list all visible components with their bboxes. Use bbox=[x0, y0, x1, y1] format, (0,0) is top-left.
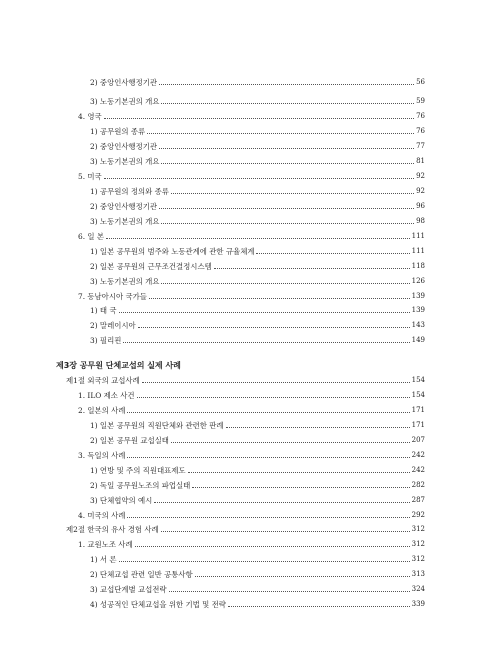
dot-leader bbox=[106, 238, 410, 239]
toc-entry-title: 1) 일본 공무원의 범주와 노동관계에 관한 규율체계 bbox=[90, 247, 255, 256]
toc-entry-page: 96 bbox=[416, 202, 425, 210]
toc-entry-title: 3) 노동기본권의 개요 bbox=[90, 217, 160, 226]
toc-entry-title: 2) 중앙인사행정기관 bbox=[90, 78, 158, 87]
toc-entry-page: 143 bbox=[411, 321, 425, 329]
dot-leader bbox=[192, 487, 409, 488]
toc-entry-page: 339 bbox=[411, 600, 425, 608]
toc-entry-title: 3. 독일의 사례 bbox=[78, 451, 126, 460]
toc-entry-title: 2) 일본 공무원 교섭실태 bbox=[90, 436, 169, 445]
dot-leader bbox=[149, 298, 410, 299]
toc-entry-title: 7. 동남아시아 국가들 bbox=[78, 292, 147, 301]
toc-entry bbox=[90, 259, 425, 271]
dot-leader bbox=[154, 502, 409, 503]
dot-leader bbox=[188, 472, 410, 473]
toc-entry-title: 1) 연방 및 주의 직원대표제도 bbox=[90, 466, 186, 475]
toc-entry bbox=[78, 537, 425, 549]
toc-entry-title: 3) 필리핀 bbox=[90, 336, 122, 345]
toc-entry-title: 2) 중앙인사행정기관 bbox=[90, 202, 158, 211]
toc-entry-page: 312 bbox=[411, 555, 425, 563]
toc-entry bbox=[66, 373, 425, 385]
toc-entry bbox=[90, 274, 425, 286]
dot-leader bbox=[161, 283, 409, 284]
toc-entry-title: 1) 공무원의 종류 bbox=[90, 127, 146, 136]
toc-entry-page: 76 bbox=[416, 112, 425, 120]
toc-entry bbox=[90, 418, 425, 430]
toc-entry bbox=[90, 199, 425, 211]
toc-entry bbox=[90, 75, 425, 87]
toc-entry-page: 282 bbox=[411, 481, 425, 489]
toc-entry-page: 171 bbox=[411, 406, 425, 414]
toc-entry bbox=[90, 333, 425, 345]
toc-entry bbox=[78, 229, 425, 241]
toc-entry-title: 1. 교원노조 사례 bbox=[78, 540, 133, 549]
toc-entry-title: 2. 일본의 사례 bbox=[78, 406, 126, 415]
toc-entry-page: 154 bbox=[411, 376, 425, 384]
toc-entry-title: 6. 일 본 bbox=[78, 232, 105, 241]
toc-entry-page: 312 bbox=[411, 540, 425, 548]
toc-entry bbox=[90, 552, 425, 564]
toc-entry bbox=[90, 582, 425, 594]
toc-entry bbox=[90, 154, 425, 166]
toc-entry-page: 242 bbox=[411, 451, 425, 459]
dot-leader bbox=[226, 427, 410, 428]
toc-entry-page: 287 bbox=[411, 496, 425, 504]
toc-entry-title: 1) 서 론 bbox=[90, 555, 117, 564]
toc-entry-title: 1) 일본 공무원의 직원단체와 관련한 판례 bbox=[90, 421, 224, 430]
dot-leader bbox=[127, 412, 409, 413]
dot-leader bbox=[195, 576, 410, 577]
toc-entry bbox=[78, 109, 425, 121]
dot-leader bbox=[147, 133, 414, 134]
toc-entry-page: 126 bbox=[411, 277, 425, 285]
toc-entry bbox=[90, 567, 425, 579]
dot-leader bbox=[161, 103, 414, 104]
dot-leader bbox=[104, 178, 414, 179]
toc-entry-page: 242 bbox=[411, 466, 425, 474]
dot-leader bbox=[228, 606, 410, 607]
toc-entry bbox=[90, 303, 425, 315]
dot-leader bbox=[127, 517, 409, 518]
toc-entry-page: 56 bbox=[416, 78, 425, 86]
toc-entry bbox=[90, 139, 425, 151]
toc-entry-page: 98 bbox=[416, 217, 425, 225]
toc-entry-title: 3) 단체협약의 예시 bbox=[90, 496, 153, 505]
toc-entry-page: 207 bbox=[411, 436, 425, 444]
toc-entry-page: 111 bbox=[411, 232, 425, 240]
dot-leader bbox=[142, 382, 410, 383]
toc-entry bbox=[78, 448, 425, 460]
toc-entry bbox=[90, 124, 425, 136]
toc-entry-page: 171 bbox=[411, 421, 425, 429]
toc-entry-page: 292 bbox=[411, 511, 425, 519]
toc-entry-page: 92 bbox=[416, 172, 425, 180]
toc-entry-title: 5. 미국 bbox=[78, 172, 102, 181]
toc-entry bbox=[90, 478, 425, 490]
toc-entry-title: 4. 영국 bbox=[78, 112, 102, 121]
chapter-heading bbox=[56, 358, 425, 370]
toc-entry-title: 1. ILO 제소 사건 bbox=[78, 391, 135, 400]
toc-entry-page: 76 bbox=[416, 127, 425, 135]
dot-leader bbox=[256, 253, 409, 254]
toc-entry bbox=[90, 493, 425, 505]
toc-entry bbox=[90, 318, 425, 330]
toc-entry-title: 1) 공무원의 정의와 종류 bbox=[90, 187, 169, 196]
toc-entry bbox=[78, 169, 425, 181]
toc-entry-title: 1) 태 국 bbox=[90, 306, 117, 315]
toc-entry bbox=[78, 289, 425, 301]
toc-entry bbox=[90, 597, 425, 609]
toc-entry bbox=[90, 433, 425, 445]
toc-entry bbox=[90, 244, 425, 256]
toc-entry-title: 2) 독일 공무원노조의 파업실태 bbox=[90, 481, 191, 490]
dot-leader bbox=[159, 148, 414, 149]
toc-entry-title: 제2절 한국의 유사 경험 사례 bbox=[66, 525, 159, 534]
toc-entry bbox=[66, 522, 425, 534]
toc-entry bbox=[90, 463, 425, 475]
dot-leader bbox=[169, 591, 410, 592]
dot-leader bbox=[161, 163, 414, 164]
toc-entry bbox=[90, 94, 425, 106]
dot-leader bbox=[159, 84, 414, 85]
toc-entry-page: 92 bbox=[416, 187, 425, 195]
dot-leader bbox=[171, 193, 414, 194]
toc-entry-title: 2) 말레이시아 bbox=[90, 321, 136, 330]
dot-leader bbox=[159, 208, 414, 209]
dot-leader bbox=[137, 397, 410, 398]
toc-entry-page: 139 bbox=[411, 306, 425, 314]
toc-entry-page: 59 bbox=[416, 97, 425, 105]
toc-entry-title: 4) 성공적인 단체교섭을 위한 기법 및 전략 bbox=[90, 600, 226, 609]
toc-entry-page: 81 bbox=[416, 157, 425, 165]
toc-entry-page: 313 bbox=[411, 570, 425, 578]
toc-entry-page: 312 bbox=[411, 525, 425, 533]
toc-entry-page: 111 bbox=[411, 247, 425, 255]
toc-entry-title: 3) 노동기본권의 개요 bbox=[90, 157, 160, 166]
toc-entry-title: 2) 일본 공무원의 근무조건결정시스템 bbox=[90, 262, 212, 271]
dot-leader bbox=[161, 223, 414, 224]
toc-entry-title: 제3장 공무원 단체교섭의 실제 사례 bbox=[56, 361, 181, 370]
toc-entry-title: 4. 미국의 사례 bbox=[78, 511, 126, 520]
toc-entry-page: 118 bbox=[411, 262, 425, 270]
toc-entry bbox=[90, 184, 425, 196]
dot-leader bbox=[214, 268, 410, 269]
toc-entry bbox=[90, 214, 425, 226]
dot-leader bbox=[127, 457, 409, 458]
toc-entry-title: 3) 교섭단계별 교섭전략 bbox=[90, 585, 167, 594]
dot-leader bbox=[138, 327, 410, 328]
toc-entry bbox=[78, 508, 425, 520]
toc-entry-title: 3) 노동기본권의 개요 bbox=[90, 97, 160, 106]
toc-entry bbox=[78, 388, 425, 400]
toc-entry-title: 3) 노동기본권의 개요 bbox=[90, 277, 160, 286]
dot-leader bbox=[123, 342, 409, 343]
toc-entry-title: 2) 단체교섭 관련 일반 공통사항 bbox=[90, 570, 193, 579]
toc-entry-page: 77 bbox=[416, 142, 425, 150]
toc-entry-page: 149 bbox=[411, 336, 425, 344]
dot-leader bbox=[119, 561, 410, 562]
dot-leader bbox=[135, 546, 410, 547]
toc-entry-title: 제1절 외국의 교섭사례 bbox=[66, 376, 140, 385]
toc-entry-page: 139 bbox=[411, 292, 425, 300]
toc-entry-page: 154 bbox=[411, 391, 425, 399]
dot-leader bbox=[104, 118, 414, 119]
toc-entry bbox=[78, 403, 425, 415]
dot-leader bbox=[161, 531, 410, 532]
toc-entry-title: 2) 중앙인사행정기관 bbox=[90, 142, 158, 151]
toc-entry-page: 324 bbox=[411, 585, 425, 593]
dot-leader bbox=[119, 312, 410, 313]
dot-leader bbox=[171, 442, 410, 443]
